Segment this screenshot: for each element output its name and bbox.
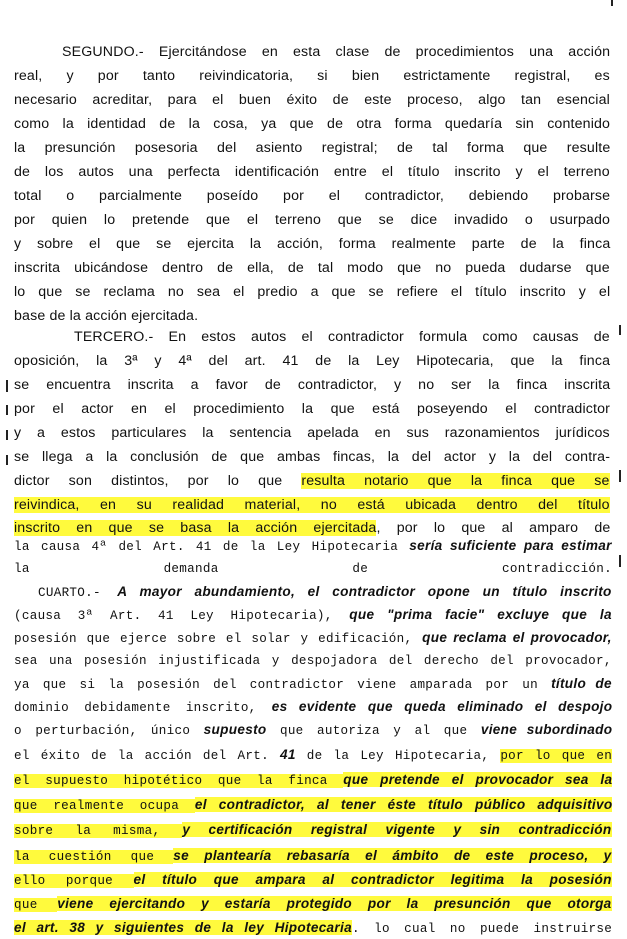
highlighted-text: el título que ampara al contradictor legitima la posesión: [133, 872, 612, 887]
text-line: [14, 536, 612, 557]
text-line: [14, 628, 612, 649]
margin-mark: [6, 380, 8, 392]
highlighted-text: el art. 38 y siguientes de la ley Hipotecaria: [14, 920, 352, 935]
text-segment: dictor son distintos, por lo que: [14, 473, 302, 489]
text-line: [14, 559, 612, 579]
text-line: [14, 846, 612, 867]
text-line: [14, 162, 610, 182]
highlighted-text: sobre la misma,: [14, 824, 183, 838]
text-line: [14, 375, 610, 395]
text-line: [14, 674, 612, 695]
margin-mark: [619, 555, 621, 567]
text-line: [14, 399, 610, 419]
text-line: [14, 90, 610, 110]
text-segment: como la identidad de la cosa, ya que de otra forma quedaría sin contenido: [14, 116, 611, 132]
emphasized-text: que reclama el provocador,: [422, 630, 612, 645]
text-line: [14, 471, 610, 491]
text-segment: se encuentra inscrita a favor de contradictor, y no ser la finca inscrita: [14, 377, 611, 393]
text-segment: CUARTO.-: [38, 586, 118, 600]
text-segment: total o parcialmente poseído por el contradictor, debiendo probarse: [14, 188, 611, 204]
text-segment: real, y por tanto reivindicatoria, si bien estrictamente registral, es: [14, 68, 610, 84]
highlighted-text: y certificación registral vigente y sin contradicción: [182, 822, 612, 837]
highlighted-text: reivindica, en su realidad material, no está ubicada dentro del título: [14, 497, 610, 513]
text-line: [14, 423, 610, 443]
text-segment: , por lo que al amparo de: [376, 520, 611, 536]
emphasized-text: es evidente que queda eliminado el despojo: [271, 699, 613, 714]
highlighted-text: por lo que en: [500, 749, 613, 763]
emphasized-text: 41: [279, 747, 296, 762]
text-line: [14, 518, 610, 538]
text-segment: que autoriza y al que: [266, 724, 481, 738]
text-segment: SEGUNDO.- Ejercitándose en esta clase de procedimientos una acción: [62, 44, 611, 60]
text-segment: lo que se reclama no sea el predio a que se refiere el título inscrito y el: [14, 284, 611, 300]
text-line: [14, 651, 612, 671]
highlighted-text: resulta notario que la finca que se: [301, 473, 610, 489]
text-segment: por el actor en el procedimiento la que está poseyendo el contradictor: [14, 401, 611, 417]
highlighted-text: el supuesto hipotético que la finca: [14, 774, 344, 788]
text-line: [14, 282, 610, 302]
text-line: [14, 870, 612, 891]
text-line: [38, 582, 612, 603]
text-line: [62, 42, 610, 62]
text-segment: y sobre el que se ejercita la acción, forma realmente parte de la finca: [14, 236, 611, 252]
text-segment: sea una posesión injustificada y despojadora del derecho del provocador,: [14, 654, 612, 668]
highlighted-text: que: [14, 898, 58, 912]
text-segment: ya que si la posesión del contradictor viene amparada por un: [14, 678, 552, 692]
text-segment: TERCERO.- En estos autos el contradictor formula como causas de: [74, 329, 610, 345]
highlighted-text: que pretende el provocador sea la: [343, 772, 613, 787]
text-line: [14, 138, 610, 158]
text-line: [14, 795, 612, 816]
margin-mark: [6, 430, 8, 440]
text-segment: la demanda de contradicción.: [14, 562, 613, 576]
text-segment: por quien lo pretende que el terreno que se dice invadido o usurpado: [14, 212, 611, 228]
emphasized-text: supuesto: [203, 722, 267, 737]
text-segment: de la Ley Hipotecaria,: [295, 749, 501, 763]
text-segment: de los autos una perfecta identificación entre el título inscrito y el terreno: [14, 164, 610, 180]
emphasized-text: título de: [551, 676, 612, 691]
text-segment: y a estos particulares la sentencia apelada en sus razonamientos jurídicos: [14, 425, 610, 441]
text-line: [14, 210, 610, 230]
text-line: [14, 447, 610, 467]
text-segment: . lo cual no puede instruirse: [351, 922, 613, 936]
text-line: [14, 894, 612, 915]
text-segment: se llega a la conclusión de que ambas fincas, la del actor y la del contra-: [14, 449, 611, 465]
emphasized-text: que "prima facie" excluye que la: [349, 607, 612, 622]
text-line: [14, 234, 610, 254]
highlighted-text: la cuestión que: [14, 850, 174, 864]
text-line: [14, 605, 612, 626]
text-line: [14, 186, 610, 206]
text-segment: el éxito de la acción del Art.: [14, 749, 280, 763]
text-segment: base de la acción ejercitada.: [14, 308, 199, 324]
text-segment: inscrita ubicándose dentro de ella, de tal modo que no pueda dudarse que: [14, 260, 610, 276]
emphasized-text: A mayor abundamiento, el contradictor opone un título inscrito: [117, 584, 612, 599]
text-line: [14, 114, 610, 134]
text-line: [14, 918, 612, 939]
text-line: [74, 327, 610, 347]
text-segment: dominio debidamente inscrito,: [14, 701, 272, 715]
text-line: [14, 495, 610, 515]
text-line: [14, 770, 612, 791]
text-segment: o perturbación, único: [14, 724, 204, 738]
emphasized-text: viene subordinado: [480, 722, 613, 737]
margin-mark: [619, 470, 621, 482]
emphasized-text: sería suficiente para estimar: [409, 538, 612, 553]
text-line: [14, 258, 610, 278]
highlighted-text: el contradictor, al tener éste título público adquisitivo: [194, 797, 613, 812]
text-line: [14, 820, 612, 841]
text-segment: la causa 4ª del Art. 41 de la Ley Hipotecaria: [14, 540, 410, 554]
margin-mark: [6, 405, 8, 415]
margin-mark: [619, 325, 621, 335]
text-line: [14, 745, 612, 766]
highlighted-text: ello porque: [14, 874, 134, 888]
text-segment: oposición, la 3ª y 4ª del art. 41 de la Ley Hipotecaria, que la finca: [14, 353, 611, 369]
text-line: [14, 697, 612, 718]
text-line: [14, 351, 610, 371]
text-line: [14, 720, 612, 741]
highlighted-text: se plantearía rebasaría el ámbito de este proceso, y: [173, 848, 612, 863]
highlighted-text: viene ejercitando y estaría protegido por la presunción que otorga: [57, 896, 612, 911]
highlighted-text: inscrito en que se basa la acción ejercitada: [14, 520, 377, 536]
margin-mark: [6, 455, 8, 465]
highlighted-text: que realmente ocupa: [14, 799, 195, 813]
text-line: [14, 306, 198, 326]
text-segment: (causa 3ª Art. 41 Ley Hipotecaria),: [14, 609, 350, 623]
text-line: [14, 66, 610, 86]
text-segment: la presunción posesoria del asiento registral; de tal forma que resulte: [14, 140, 611, 156]
text-segment: posesión que ejerce sobre el solar y edificación,: [14, 632, 423, 646]
text-segment: necesario acreditar, para el buen éxito de este proceso, algo tan esencial: [14, 92, 610, 108]
corner-mark: [611, 0, 619, 6]
